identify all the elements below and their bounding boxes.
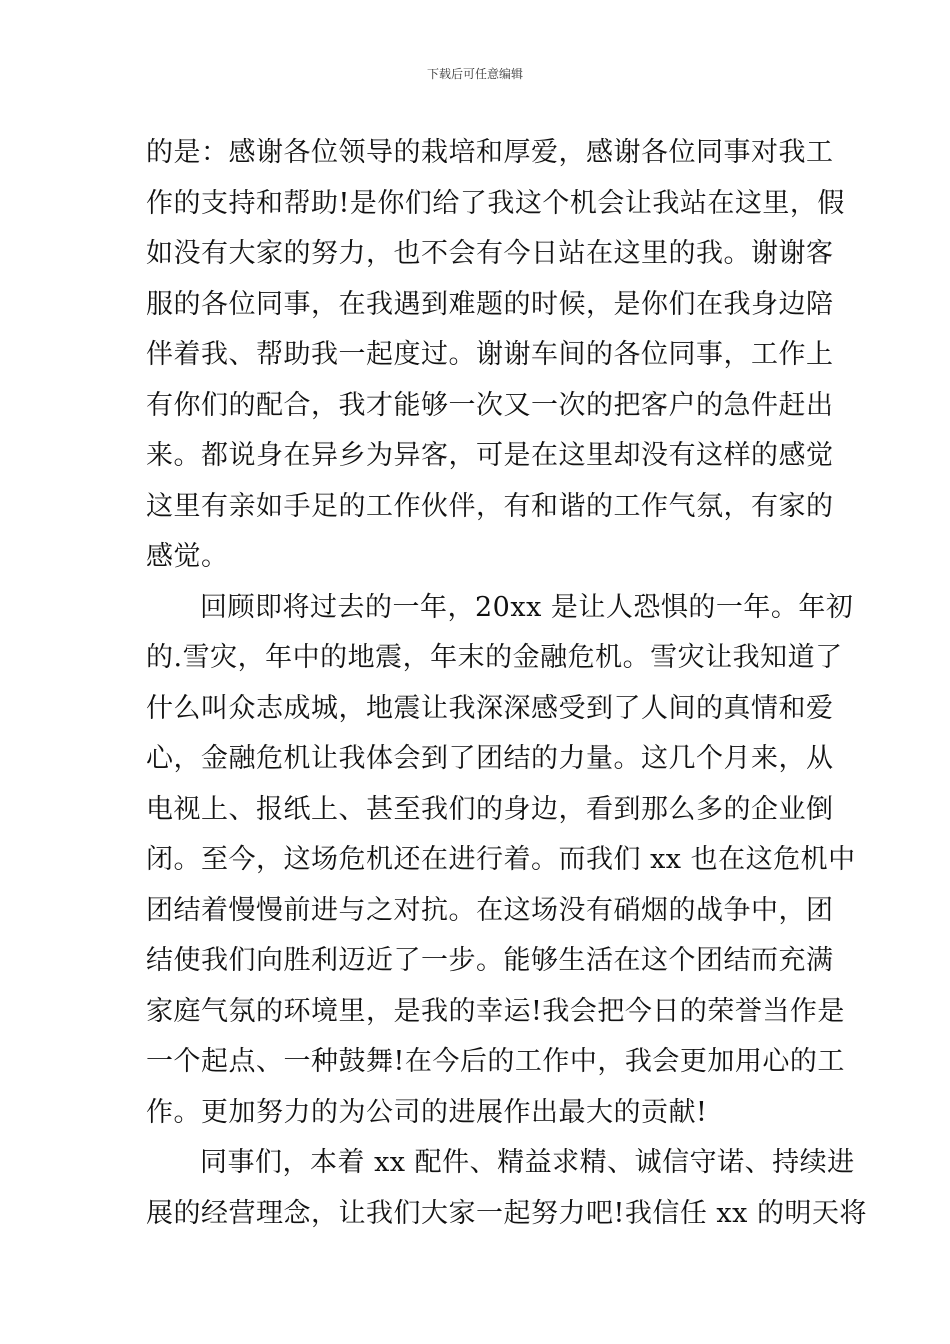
text-line: 什么叫众志成城，地震让我深深感受到了人间的真情和爱 bbox=[146, 692, 834, 724]
text-line: 作。更加努力的为公司的进展作出最大的贡献! bbox=[146, 1096, 708, 1128]
text-line: 服的各位同事，在我遇到难题的时候，是你们在我身边陪 bbox=[146, 288, 834, 320]
text-line: 电视上、报纸上、甚至我们的身边，看到那么多的企业倒 bbox=[146, 793, 834, 825]
text-line: 的.雪灾，年中的地震，年末的金融危机。雪灾让我知道了 bbox=[146, 642, 843, 673]
text-line: 感觉。 bbox=[146, 541, 229, 572]
text-line: 团结着慢慢前进与之对抗。在这场没有硝烟的战争中，团 bbox=[146, 894, 834, 926]
text-line: 的是：感谢各位领导的栽培和厚爱，感谢各位同事对我工 bbox=[146, 137, 834, 168]
text-line: 闭。至今，这场危机还在进行着。而我们 xx 也在这危机中 bbox=[146, 844, 856, 875]
text-line: 有你们的配合，我才能够一次又一次的把客户的急件赶出 bbox=[146, 389, 834, 421]
text-line: 家庭气氛的环境里，是我的幸运!我会把今日的荣誉当作是 bbox=[146, 995, 845, 1027]
text-line: 展的经营理念，让我们大家一起努力吧!我信任 xx 的明天将 bbox=[146, 1197, 867, 1229]
paragraph-first-line: 回顾即将过去的一年，20xx 是让人恐惧的一年。年初 bbox=[200, 591, 854, 623]
document-body bbox=[146, 128, 867, 1239]
text-line: 心，金融危机让我体会到了团结的力量。这几个月来，从 bbox=[146, 743, 834, 774]
paragraph-first-line: 同事们，本着 xx 配件、精益求精、诚信守诺、持续进 bbox=[200, 1147, 855, 1178]
text-line: 伴着我、帮助我一起度过。谢谢车间的各位同事，工作上 bbox=[146, 339, 834, 370]
text-line: 作的支持和帮助!是你们给了我这个机会让我站在这里，假 bbox=[146, 187, 845, 219]
text-line: 来。都说身在异乡为异客，可是在这里却没有这样的感觉 bbox=[146, 440, 834, 471]
text-line: 这里有亲如手足的工作伙伴，有和谐的工作气氛，有家的 bbox=[146, 490, 834, 522]
text-line: 结使我们向胜利迈近了一步。能够生活在这个团结而充满 bbox=[146, 945, 834, 976]
text-line: 如没有大家的努力，也不会有今日站在这里的我。谢谢客 bbox=[146, 238, 834, 269]
page-header: 下载后可任意编辑 bbox=[426, 67, 523, 81]
text-line: 一个起点、一种鼓舞!在今后的工作中，我会更加用心的工 bbox=[146, 1046, 845, 1077]
